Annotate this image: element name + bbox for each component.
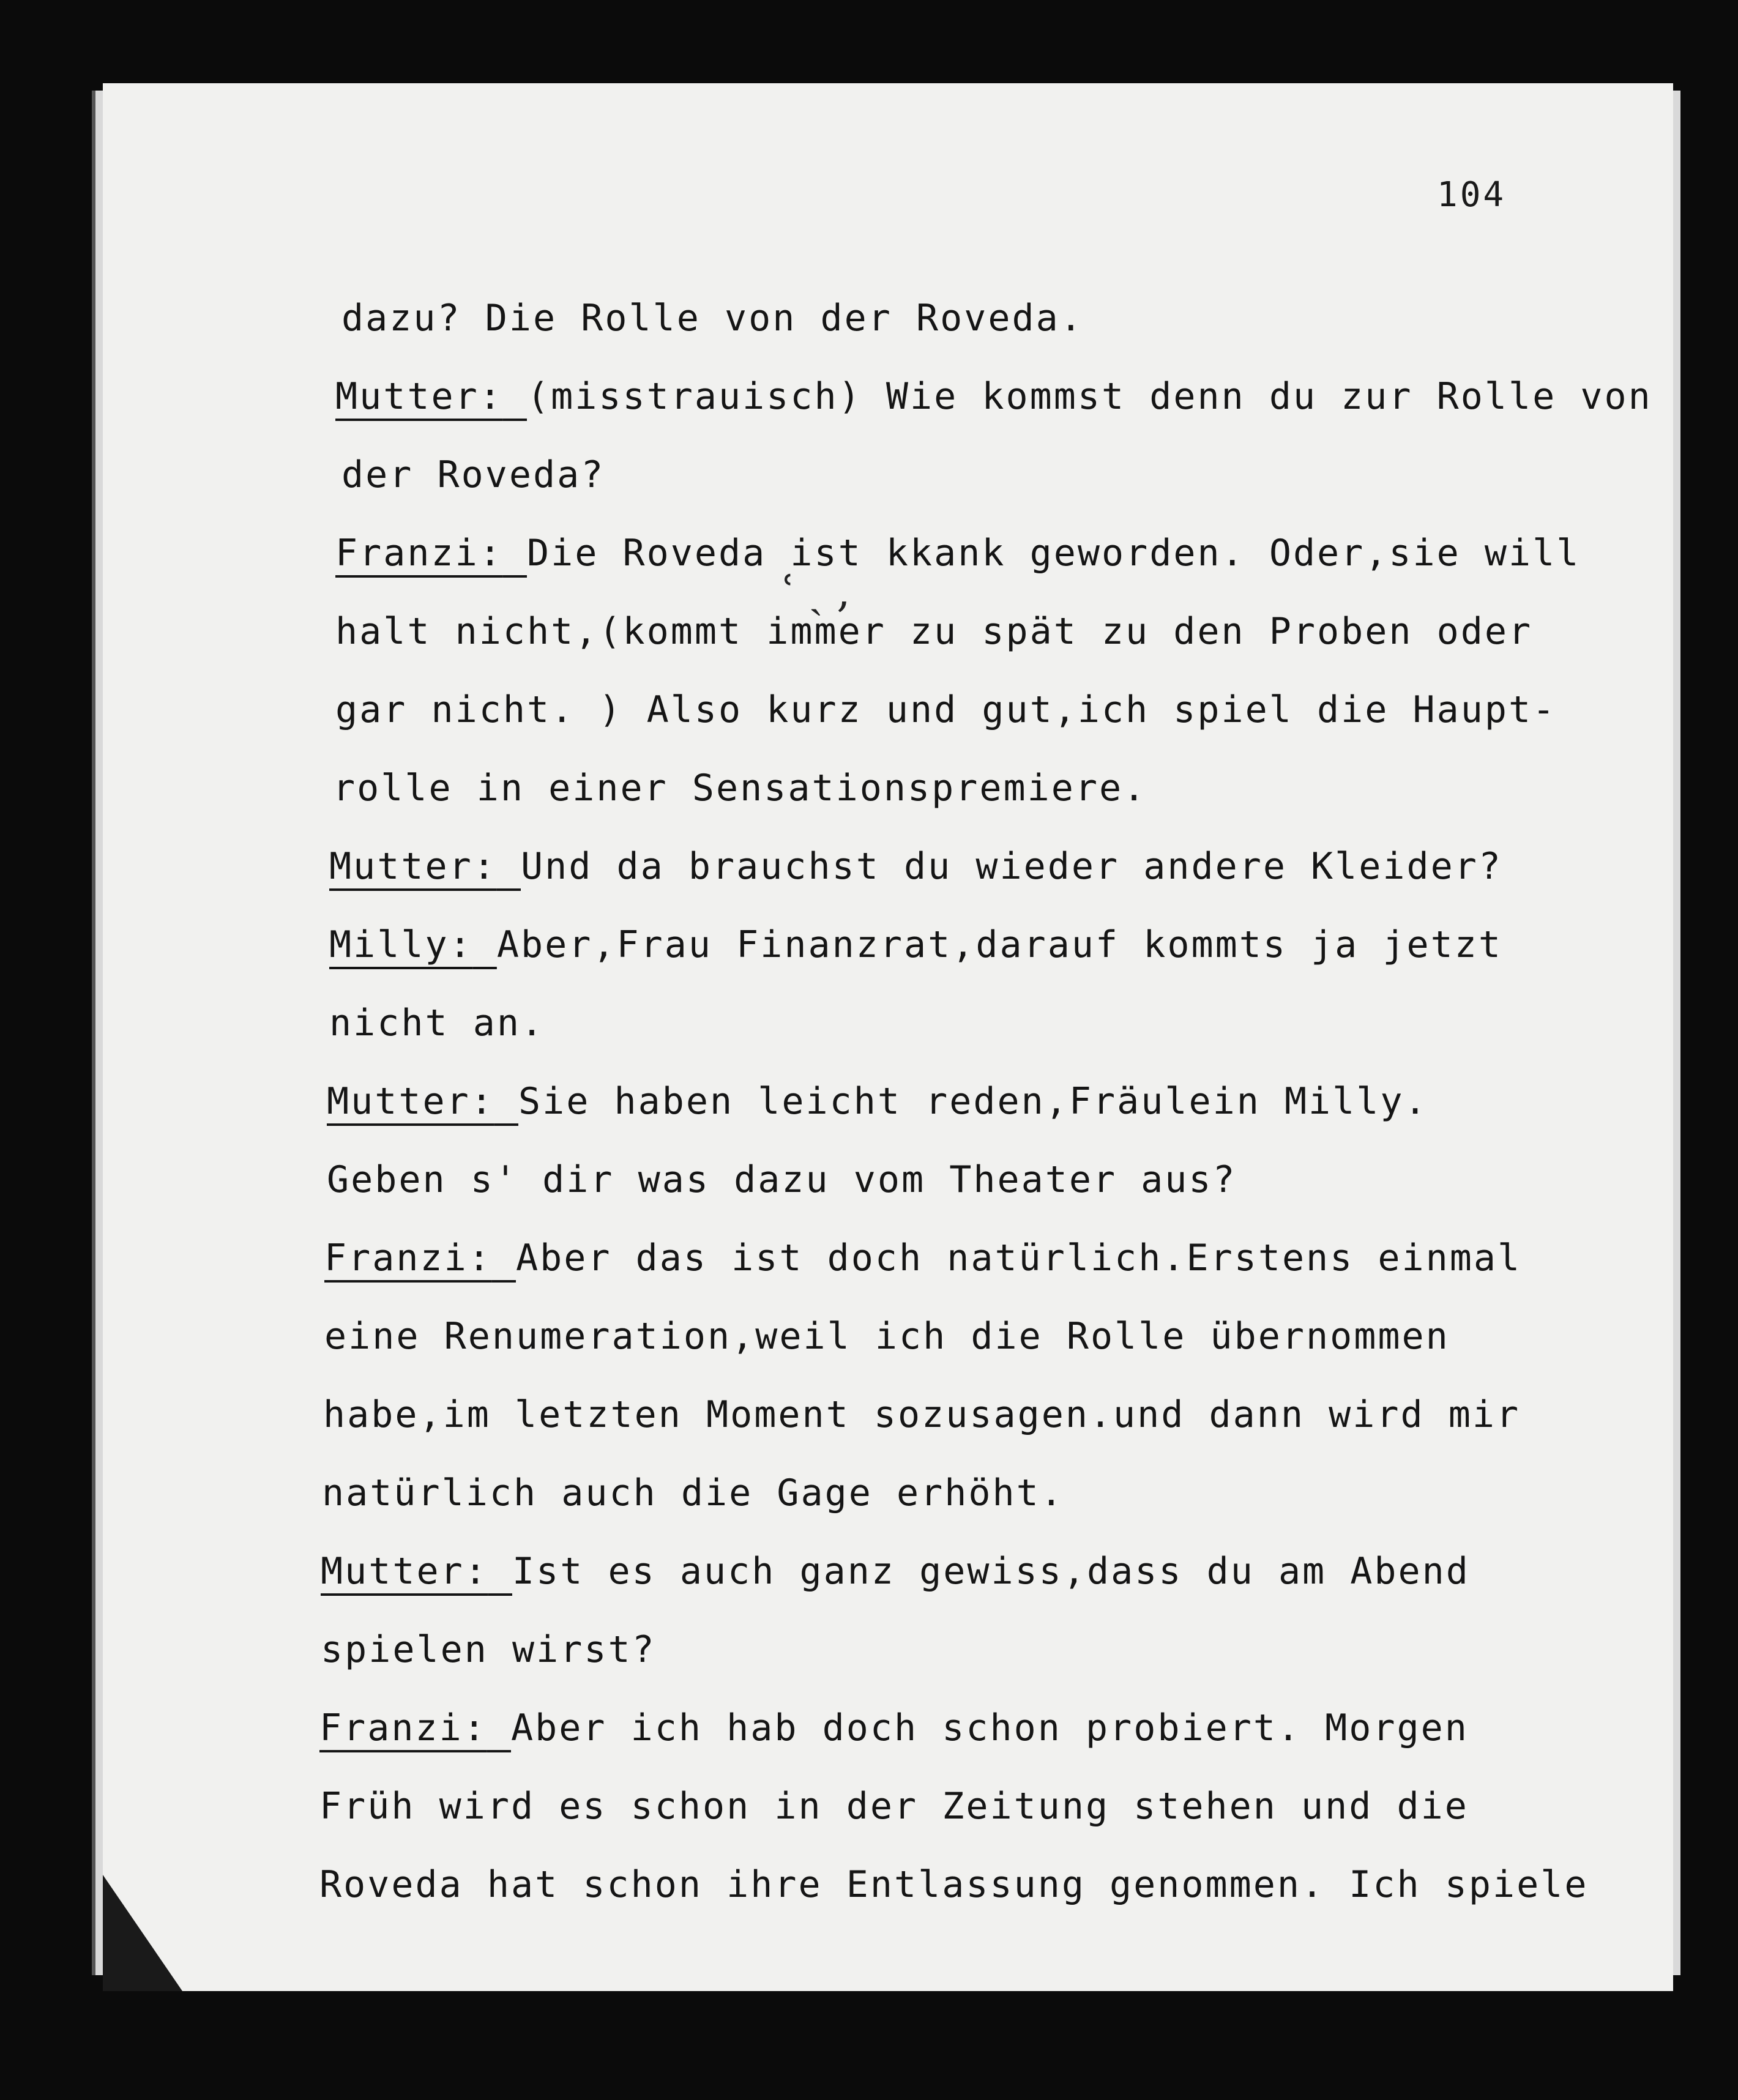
script-line	[324, 1219, 1651, 1297]
line-text: Aber das ist doch natürlich.Erstens einmal	[516, 1237, 1522, 1279]
line-text: habe,im letzten Moment sozusagen.und dann wird mir	[323, 1393, 1521, 1436]
line-text: halt nicht,(kommt immer zu spät zu den Proben oder	[335, 610, 1533, 653]
script-text	[319, 279, 1652, 1924]
script-line	[321, 1532, 1651, 1610]
line-text: gar nicht. ) Also kurz und gut,ich spiel die Haupt-	[335, 688, 1557, 731]
script-line	[329, 827, 1651, 906]
script-line	[319, 1689, 1651, 1767]
script-line	[322, 1454, 1651, 1532]
script-line	[327, 1141, 1651, 1219]
speaker-name: Milly:	[329, 923, 473, 966]
script-line	[333, 749, 1651, 827]
line-text: (misstrauisch) Wie kommst denn du zur Rolle von	[527, 375, 1652, 418]
script-line	[335, 592, 1651, 671]
line-text: natürlich auch die Gage erhöht.	[322, 1472, 1064, 1514]
script-line	[319, 1845, 1651, 1924]
line-text: spielen wirst?	[321, 1628, 656, 1671]
script-line	[341, 279, 1651, 357]
script-line	[327, 1062, 1651, 1141]
script-line	[321, 1610, 1651, 1689]
line-text: Früh wird es schon in der Zeitung stehen und die	[319, 1785, 1469, 1828]
script-line	[319, 1767, 1651, 1845]
line-text: Roveda hat schon ihre Entlassung genommen. Ich spiele	[319, 1863, 1589, 1906]
script-line	[323, 1376, 1651, 1454]
script-line	[329, 906, 1651, 984]
line-text: der Roveda?	[341, 453, 605, 496]
folded-corner	[103, 1875, 182, 1991]
line-text: rolle in einer Sensationspremiere.	[333, 767, 1147, 810]
line-text: Aber,Frau Finanzrat,darauf kommts ja jetzt	[496, 923, 1503, 966]
script-line	[335, 671, 1651, 749]
speaker-name: Mutter:	[335, 375, 503, 418]
page-number: 104	[1437, 175, 1507, 215]
line-text: Und da brauchst du wieder andere Kleider?	[521, 845, 1503, 888]
speaker-name: Mutter:	[329, 845, 497, 888]
line-text: Die Roveda ist kkank geworden. Oder,sie will	[527, 532, 1581, 575]
line-text: Aber ich hab doch schon probiert. Morgen	[511, 1707, 1469, 1749]
speaker-name: Franzi:	[335, 532, 503, 575]
script-line	[335, 357, 1651, 436]
line-text: dazu? Die Rolle von der Roveda.	[341, 297, 1084, 340]
speaker-name: Franzi:	[319, 1707, 487, 1749]
speaker-name: Mutter:	[321, 1550, 488, 1593]
line-text: Ist es auch ganz gewiss,dass du am Abend	[512, 1550, 1470, 1593]
speaker-name: Franzi:	[324, 1237, 492, 1279]
speaker-name: Mutter:	[327, 1080, 494, 1123]
line-text: Sie haben leicht reden,Fräulein Milly.	[518, 1080, 1428, 1123]
script-line	[341, 436, 1651, 514]
line-text: nicht an.	[329, 1002, 545, 1044]
script-line	[335, 514, 1651, 592]
typewritten-page	[103, 83, 1673, 1991]
line-text: Geben s' dir was dazu vom Theater aus?	[327, 1158, 1237, 1201]
script-line	[329, 984, 1651, 1062]
line-text: eine Renumeration,weil ich die Rolle übernommen	[324, 1315, 1450, 1358]
script-line	[324, 1297, 1651, 1376]
pencil-mark: ʿ ˎ ,	[782, 567, 851, 617]
